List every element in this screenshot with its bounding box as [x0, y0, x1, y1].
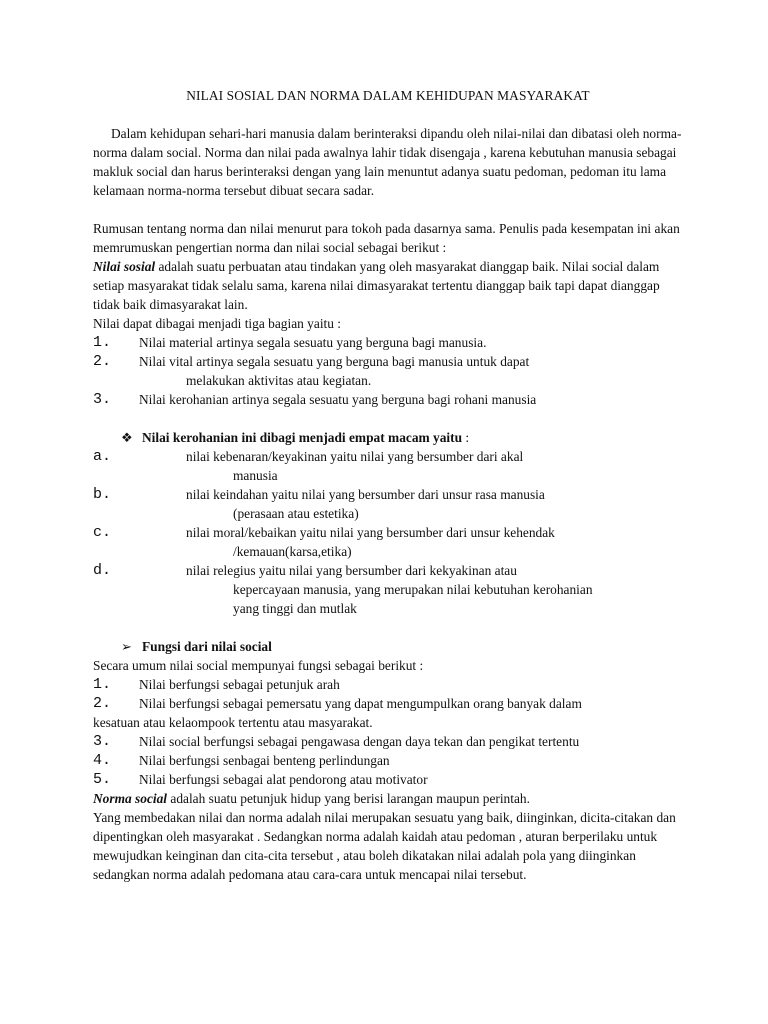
list-text-continued: kepercayaan manusia, yang merupakan nilai kebutuhan kerohanian [233, 582, 593, 597]
list-item [93, 732, 683, 751]
fungsi-heading [121, 637, 683, 656]
list-text: Nilai berfungsi sebagai petunjuk arah [139, 677, 340, 692]
list-item [93, 675, 683, 694]
list-text-continued: manusia [233, 468, 278, 483]
fungsi-list [93, 675, 683, 789]
list-item [93, 485, 683, 504]
list-text-continued: /kemauan(karsa,etika) [233, 544, 352, 559]
list-text: Nilai vital artinya segala sesuatu yang berguna bagi manusia untuk dapat [139, 354, 530, 369]
list-text-continued: kesatuan atau kelaompook tertentu atau masyarakat. [93, 715, 373, 730]
list-item [93, 751, 683, 770]
list-letter: c. [93, 524, 112, 541]
list-item [93, 390, 683, 409]
list-item [93, 694, 683, 713]
nilai-sosial-paragraph [93, 257, 683, 314]
list-number: 5. [93, 771, 112, 788]
list-text: Nilai berfungsi senbagai benteng perlindungan [139, 753, 390, 768]
intro-paragraph: Dalam kehidupan sehari-hari manusia dalam berinteraksi dipandu oleh nilai-nilai dan dibatasi oleh norma-norma dalam social. Norma dan nilai pada awalnya lahir tidak disengaja , karena kebutuhan manusia sebagai makluk social dan harus berinteraksi dengan yang lain menuntut adanya suatu pedoman, pedoman itu lama kelamaan norma-norma tersebut dibuat secara sadar. [93, 126, 682, 198]
list-number: 2. [93, 695, 112, 712]
norma-sosial-paragraph [93, 789, 683, 808]
list-item [93, 523, 683, 542]
list-text: nilai relegius yaitu nilai yang bersumber dari kekyakinan atau [186, 563, 517, 578]
arrow-bullet-icon: ➢ [121, 639, 132, 654]
nilai-types-list [93, 333, 683, 409]
document-page [93, 86, 683, 884]
closing-paragraph: Yang membedakan nilai dan norma adalah nilai merupakan sesuatu yang baik, diinginkan, dicita-citakan dan dipentingkan oleh masyarakat . Sedangkan norma adalah kaidah atau pedoman , aturan berperilaku untuk mewujudkan keinginan dan cita-cita tersebut , atau boleh dikatakan nilai adalah pola yang diinginkan sedangkan norma adalah pedomana atau cara-cara untuk mencapai nilai tersebut. [93, 810, 676, 882]
list-letter: b. [93, 486, 112, 503]
list-item [93, 561, 683, 580]
kerohanian-heading-colon: : [462, 430, 470, 445]
definition-paragraph: Rumusan tentang norma dan nilai menurut para tokoh pada dasarnya sama. Penulis pada kesempatan ini akan memrumuskan pengertian norma dan nilai social sebagai berikut : [93, 221, 680, 255]
diamond-bullet-icon: ❖ [121, 430, 133, 445]
list-text-continued: (perasaan atau estetika) [233, 506, 359, 521]
list-number: 1. [93, 676, 112, 693]
nilai-sosial-definition: adalah suatu perbuatan atau tindakan yang oleh masyarakat dianggap baik. Nilai social dalam setiap masyarakat tidak selalu sama, karena nilai dimasyarakat tertentu dianggap baik tapi dapat dianggap tidak baik dimasyarakat lain. [93, 259, 660, 312]
list-number: 3. [93, 733, 112, 750]
list-text-continued: yang tinggi dan mutlak [233, 601, 357, 616]
list-number: 4. [93, 752, 112, 769]
kerohanian-heading [121, 428, 683, 447]
list-number: 3. [93, 391, 112, 408]
list-text: Nilai material artinya segala sesuatu yang berguna bagi manusia. [139, 335, 487, 350]
list-letter: a. [93, 448, 112, 465]
list-item [93, 447, 683, 466]
list-text: nilai moral/kebaikan yaitu nilai yang bersumber dari unsur kehendak [186, 525, 555, 540]
list-letter: d. [93, 562, 112, 579]
nilai-sosial-term: Nilai sosial [93, 259, 156, 274]
list-text-continued: melakukan aktivitas atau kegiatan. [186, 373, 372, 388]
list-text: Nilai berfungsi sebagai alat pendorong atau motivator [139, 772, 428, 787]
kerohanian-heading-text: Nilai kerohanian ini dibagi menjadi empat macam yaitu [142, 430, 463, 445]
list-number: 1. [93, 334, 112, 351]
list-text: nilai keindahan yaitu nilai yang bersumber dari unsur rasa manusia [186, 487, 545, 502]
fungsi-heading-text: Fungsi dari nilai social [142, 639, 272, 654]
list-text: Nilai berfungsi sebagai pemersatu yang dapat mengumpulkan orang banyak dalam [139, 696, 582, 711]
list-number: 2. [93, 353, 112, 370]
document-title: NILAI SOSIAL DAN NORMA DALAM KEHIDUPAN MASYARAKAT [186, 88, 590, 103]
nilai-divided-text: Nilai dapat dibagai menjadi tiga bagian yaitu : [93, 316, 342, 331]
list-item [93, 770, 683, 789]
kerohanian-list [93, 447, 683, 618]
list-text: Nilai social berfungsi sebagai pengawasa dengan daya tekan dan pengikat tertentu [139, 734, 580, 749]
list-text: Nilai kerohanian artinya segala sesuatu yang berguna bagi rohani manusia [139, 392, 537, 407]
list-item [93, 333, 683, 352]
norma-sosial-term: Norma social [93, 791, 168, 806]
norma-sosial-definition: adalah suatu petunjuk hidup yang berisi larangan maupun perintah. [167, 791, 530, 806]
list-text: nilai kebenaran/keyakinan yaitu nilai yang bersumber dari akal [186, 449, 524, 464]
list-item [93, 352, 683, 371]
fungsi-intro: Secara umum nilai social mempunyai fungsi sebagai berikut : [93, 658, 424, 673]
